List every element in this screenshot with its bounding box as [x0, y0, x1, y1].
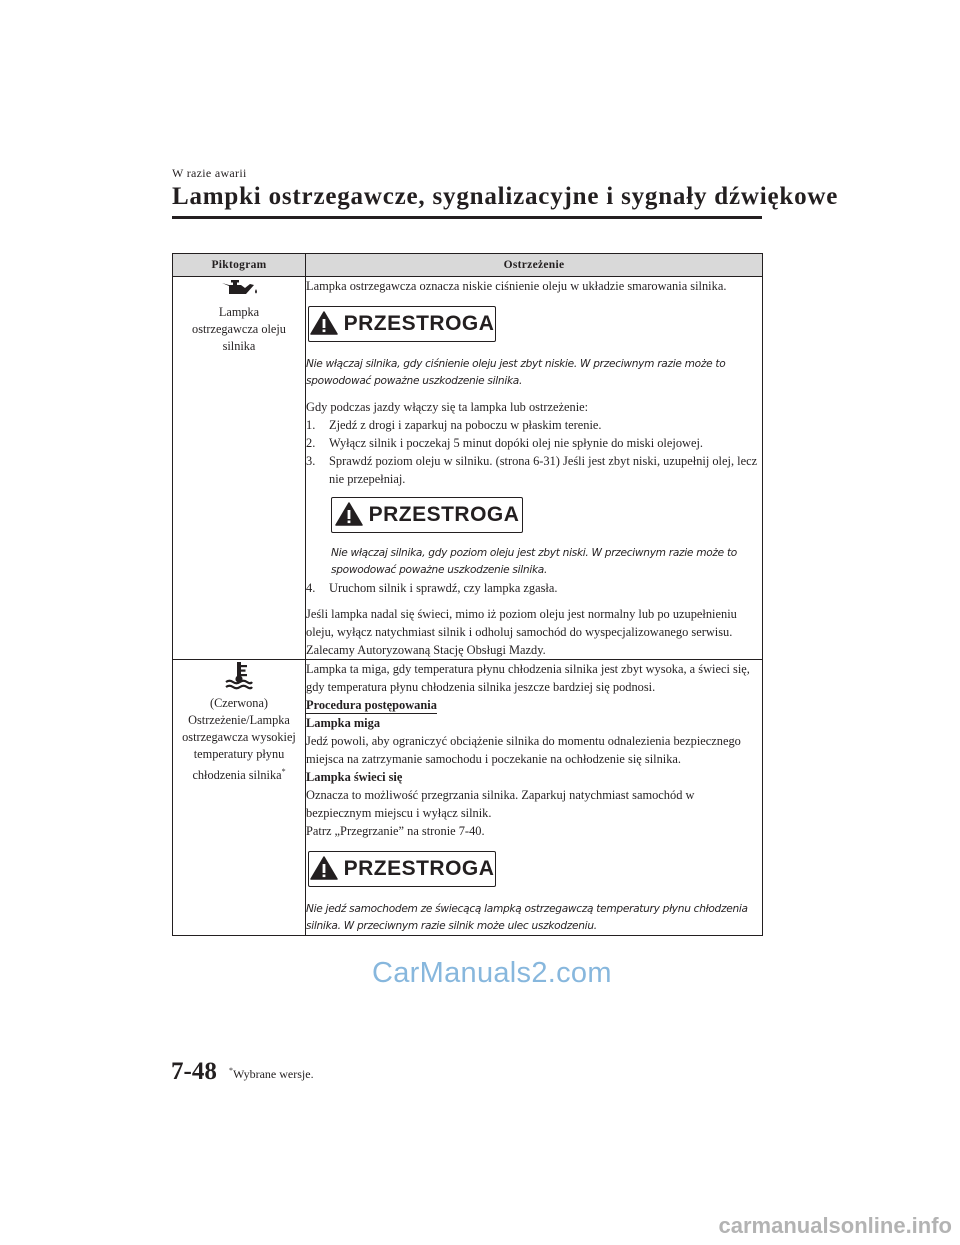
caution-label: PRZESTROGA: [343, 312, 495, 335]
column-header-pictogram: Piktogram: [173, 254, 306, 277]
page-number: 7-48: [171, 1058, 217, 1085]
pictogram-label: Lampka ostrzegawcza oleju silnika: [192, 305, 286, 353]
blink-heading: Lampka miga: [306, 716, 381, 730]
column-header-warning: Ostrzeżenie: [306, 254, 763, 277]
reference-text: Patrz „Przegrzanie” na stronie 7-40.: [306, 824, 485, 838]
steps-list: [306, 579, 762, 597]
warning-triangle-icon: [310, 856, 338, 883]
procedure-heading: Procedura postępowania: [306, 698, 437, 712]
caution-text: Nie jedź samochodem ze świecącą lampką ostrzegawczą temperatury płynu chłodzenia silnika. W przeciwnym razie silnik może ulec uszkodzeniu.: [306, 903, 748, 932]
pictogram-cell: [173, 660, 306, 936]
oil-can-icon: [219, 277, 259, 304]
pictogram-cell: [173, 277, 306, 660]
pictogram-label: Ostrzeżenie/Lampka ostrzegawcza wysokiej temperatury płynu chłodzenia silnika*: [182, 713, 296, 783]
title-rule: [172, 216, 762, 219]
site-watermark[interactable]: carmanualsonline.info: [718, 1213, 952, 1238]
caution-box: [308, 306, 496, 342]
table-row: [173, 660, 763, 936]
caution-text: Nie włączaj silnika, gdy poziom oleju jest zbyt niski. W przeciwnym razie może to spowodować poważne uszkodzenie silnika.: [331, 547, 737, 576]
lit-text: Oznacza to możliwość przegrzania silnika. Zaparkuj natychmiast samochód w bezpiecznym miejscu i wyłącz silnik.: [306, 788, 695, 820]
caution-box: [331, 497, 523, 533]
table-row: [173, 277, 763, 660]
page-title: Lampki ostrzegawcze, sygnalizacyjne i sygnały dźwiękowe: [172, 183, 839, 210]
warning-cell: [306, 660, 763, 936]
warning-cell: [306, 277, 763, 660]
steps-list: [306, 416, 762, 488]
warning-lights-table: [172, 253, 763, 936]
footnote-mark: *: [281, 767, 286, 776]
caution-text: Nie włączaj silnika, gdy ciśnienie oleju jest zbyt niskie. W przeciwnym razie może to spowodować poważne uszkodzenie silnika.: [306, 358, 726, 387]
warning-triangle-icon: [310, 311, 338, 338]
table-header-row: [173, 254, 763, 277]
list-item: 2. Wyłącz silnik i poczekaj 5 minut dopóki olej nie spłynie do miski olejowej.: [306, 436, 703, 450]
list-item: 3. Sprawdź poziom oleju w silniku. (strona 6-31) Jeśli jest zbyt niski, uzupełnij olej, lecz nie przepełniaj.: [306, 454, 758, 486]
procedure-intro: Gdy podczas jazdy włączy się ta lampka lub ostrzeżenie:: [306, 400, 589, 414]
closing-paragraph: Jeśli lampka nadal się świeci, mimo iż poziom oleju jest normalny lub po uzupełnieniu oleju, wyłącz natychmiast silnik i odholuj samochód do wyspecjalizowanego serwisu. Zalecamy Autoryzowaną Stację Obsługi Mazdy.: [306, 607, 737, 657]
list-item: 1. Zjedź z drogi i zaparkuj na poboczu w płaskim terenie.: [306, 418, 602, 432]
row-intro: Lampka ostrzegawcza oznacza niskie ciśnienie oleju w układzie smarowania silnika.: [306, 279, 727, 293]
list-item: 4. Uruchom silnik i sprawdź, czy lampka zgasła.: [306, 581, 558, 595]
caution-label: PRZESTROGA: [368, 503, 520, 526]
warning-triangle-icon: [335, 502, 363, 529]
row-intro: Lampka ta miga, gdy temperatura płynu chłodzenia silnika jest zbyt wysoka, a świeci się, gdy temperatura płynu chłodzenia silnika jeszcze bardziej się podnosi.: [306, 662, 750, 694]
coolant-temperature-icon: [224, 660, 254, 695]
pictogram-color-label: (Czerwona): [209, 696, 269, 710]
caution-label: PRZESTROGA: [343, 857, 495, 880]
lit-heading: Lampka świeci się: [306, 770, 403, 784]
footnote: *Wybrane wersje.: [229, 1066, 314, 1081]
blink-text: Jedź powoli, aby ograniczyć obciążenie silnika do momentu odnalezienia bezpiecznego miejsca na zatrzymanie samochodu i poczekanie na ochłodzenie się silnika.: [306, 734, 741, 766]
section-label: W razie awarii: [172, 166, 247, 180]
caution-box: [308, 851, 496, 887]
watermark[interactable]: CarManuals2.com: [372, 957, 612, 989]
